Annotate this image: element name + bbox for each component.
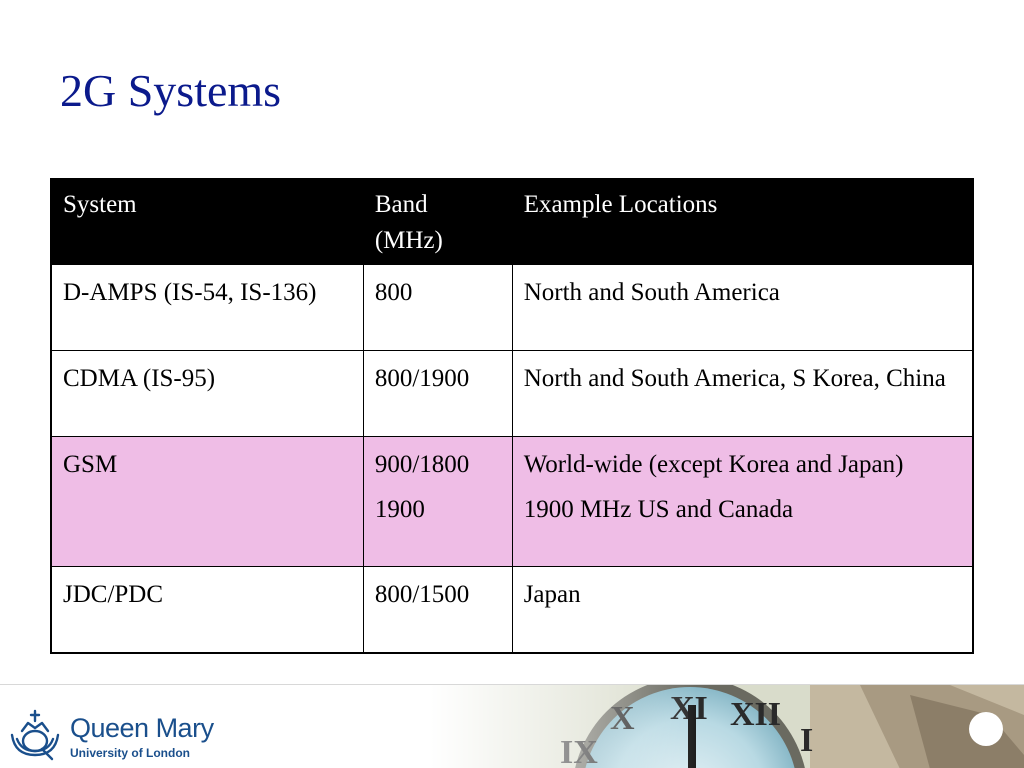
band-value: 800 <box>374 279 413 306</box>
systems-table <box>50 178 974 654</box>
cell-system: JDC/PDC <box>51 567 363 654</box>
location-value: North and South America <box>523 279 780 306</box>
clock-tower-image <box>430 685 1024 768</box>
header-locations: Example Locations <box>512 179 973 265</box>
location-value: North and South America, S Korea, China <box>523 365 946 392</box>
crown-crest-icon <box>8 709 62 761</box>
band-value: 800/1900 <box>374 365 470 392</box>
table-row-damps <box>51 265 973 351</box>
logo-subtitle: University of London <box>70 746 190 760</box>
cell-band <box>363 351 512 437</box>
logo-name: Queen Mary <box>70 713 214 743</box>
cell-band <box>363 265 512 351</box>
header-system: System <box>51 179 363 265</box>
cell-locations <box>512 351 973 437</box>
cell-locations <box>512 567 973 654</box>
university-logo <box>8 709 228 761</box>
footer-banner <box>0 684 1024 768</box>
location-value: 1900 MHz US and Canada <box>523 496 794 523</box>
header-band-line1: Band <box>374 191 428 218</box>
table-row-cdma <box>51 351 973 437</box>
cell-band <box>363 437 512 567</box>
table-header-row <box>51 179 973 265</box>
header-band <box>363 179 512 265</box>
cell-system: GSM <box>51 437 363 567</box>
band-value: 800/1500 <box>374 581 470 608</box>
cell-system: CDMA (IS-95) <box>51 351 363 437</box>
band-value: 900/1800 <box>374 451 470 478</box>
cell-band <box>363 567 512 654</box>
cell-locations <box>512 265 973 351</box>
location-value: World-wide (except Korea and Japan) <box>523 451 904 478</box>
header-band-line2: (MHz) <box>374 227 443 254</box>
band-value: 1900 <box>374 496 425 523</box>
cell-system: D-AMPS (IS-54, IS-136) <box>51 265 363 351</box>
cell-locations <box>512 437 973 567</box>
location-value: Japan <box>523 581 581 608</box>
table-row-jdc <box>51 567 973 654</box>
slide-title: 2G Systems <box>60 65 282 116</box>
table-row-gsm <box>51 437 973 567</box>
